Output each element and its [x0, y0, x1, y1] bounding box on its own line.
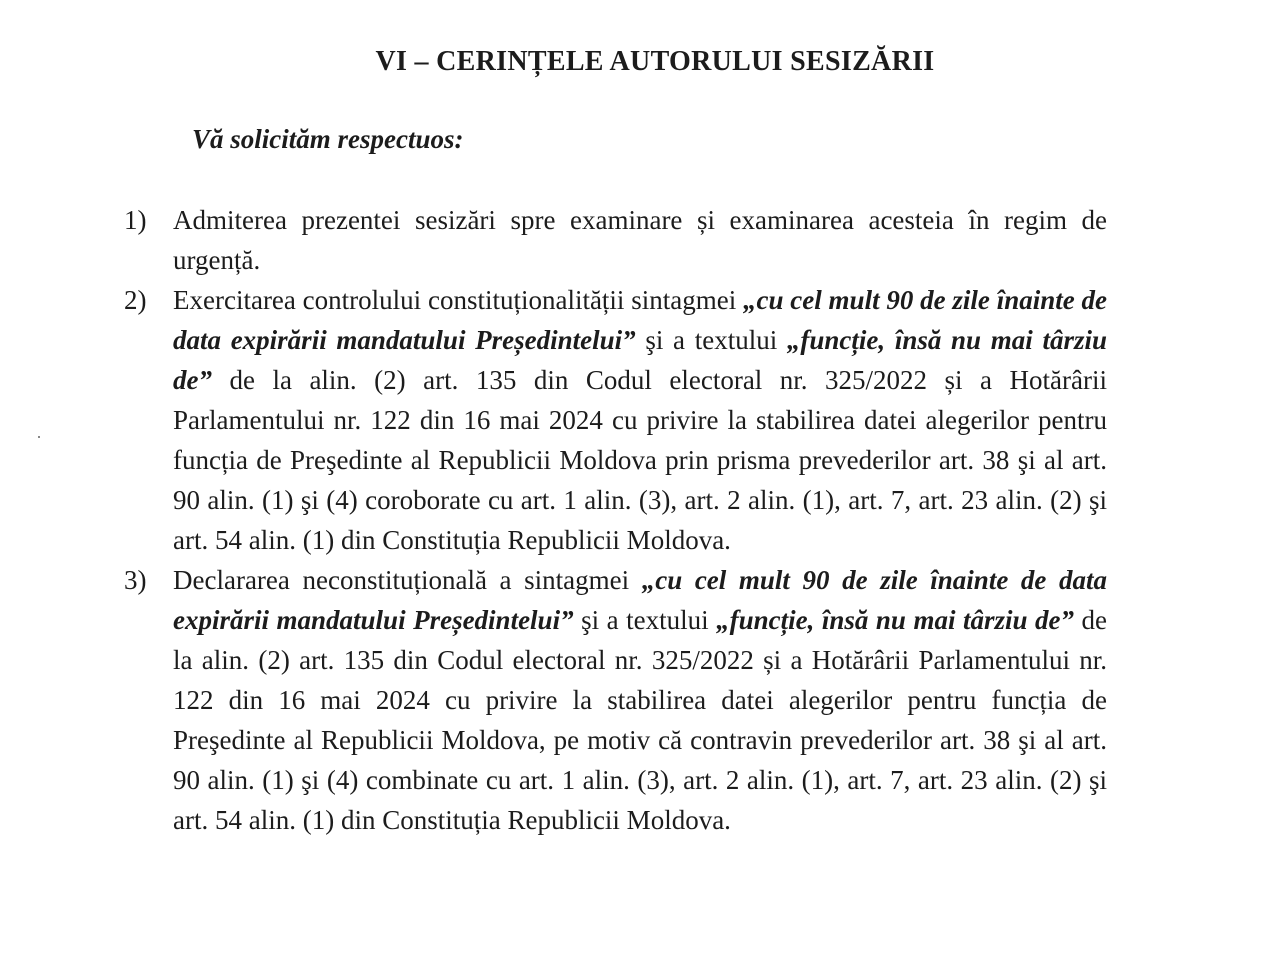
item-text-segment: şi a textului	[573, 605, 717, 635]
item-text	[173, 200, 1107, 280]
list-item	[0, 280, 1280, 560]
item-text-segment: Admiterea prezentei sesizări spre examinare și examinarea acesteia în regim de urgență.	[173, 205, 1107, 275]
requests-list	[0, 200, 1280, 840]
item-number: 3)	[124, 565, 147, 595]
item-text-segment: şi a textului	[635, 325, 787, 355]
item-text	[173, 280, 1107, 560]
list-item	[0, 560, 1280, 840]
item-text	[173, 560, 1107, 840]
quoted-phrase-term: „cu cel mult 90 de zile înainte de data expirării mandatului Președintelui”	[173, 565, 1107, 635]
quoted-phrase-term: „cu cel mult 90 de zile înainte de data expirării mandatului Președintelui”	[173, 285, 1107, 355]
item-number: 1)	[124, 205, 147, 235]
item-text-segment: de la alin. (2) art. 135 din Codul electoral nr. 325/2022 și a Hotărârii Parlamentului nr. 122 din 16 mai 2024 cu privire la stabilirea datei alegerilor pentru funcția de Preşedinte al Republicii Moldova, pe motiv că contravin prevederilor art. 38 şi al art. 90 alin. (1) şi (4) combinate cu art. 1 alin. (3), art. 2 alin. (1), art. 7, art. 23 alin. (2) şi art. 54 alin. (1) din Constituția Republicii Moldova.	[173, 605, 1107, 835]
item-text-segment: Declararea neconstituțională a sintagmei	[173, 565, 642, 595]
quoted-phrase-text: „funcție, însă nu mai târziu de”	[173, 325, 1107, 395]
list-item	[0, 200, 1280, 280]
scan-speck	[38, 436, 40, 438]
intro-text: Vă solicităm respectuos:	[192, 124, 464, 154]
item-number: 2)	[124, 285, 147, 315]
item-text-segment: Exercitarea controlului constituționalității sintagmei	[173, 285, 743, 315]
item-text-segment: de la alin. (2) art. 135 din Codul electoral nr. 325/2022 și a Hotărârii Parlamentului nr. 122 din 16 mai 2024 cu privire la stabilirea datei alegerilor pentru funcția de Preşedinte al Republicii Moldova prin prisma prevederilor art. 38 şi al art. 90 alin. (1) şi (4) coroborate cu art. 1 alin. (3), art. 2 alin. (1), art. 7, art. 23 alin. (2) şi art. 54 alin. (1) din Constituția Republicii Moldova.	[173, 365, 1107, 555]
section-heading: VI – CERINȚELE AUTORULUI SESIZĂRII	[375, 46, 935, 77]
quoted-phrase-text: „funcție, însă nu mai târziu de”	[716, 605, 1074, 635]
